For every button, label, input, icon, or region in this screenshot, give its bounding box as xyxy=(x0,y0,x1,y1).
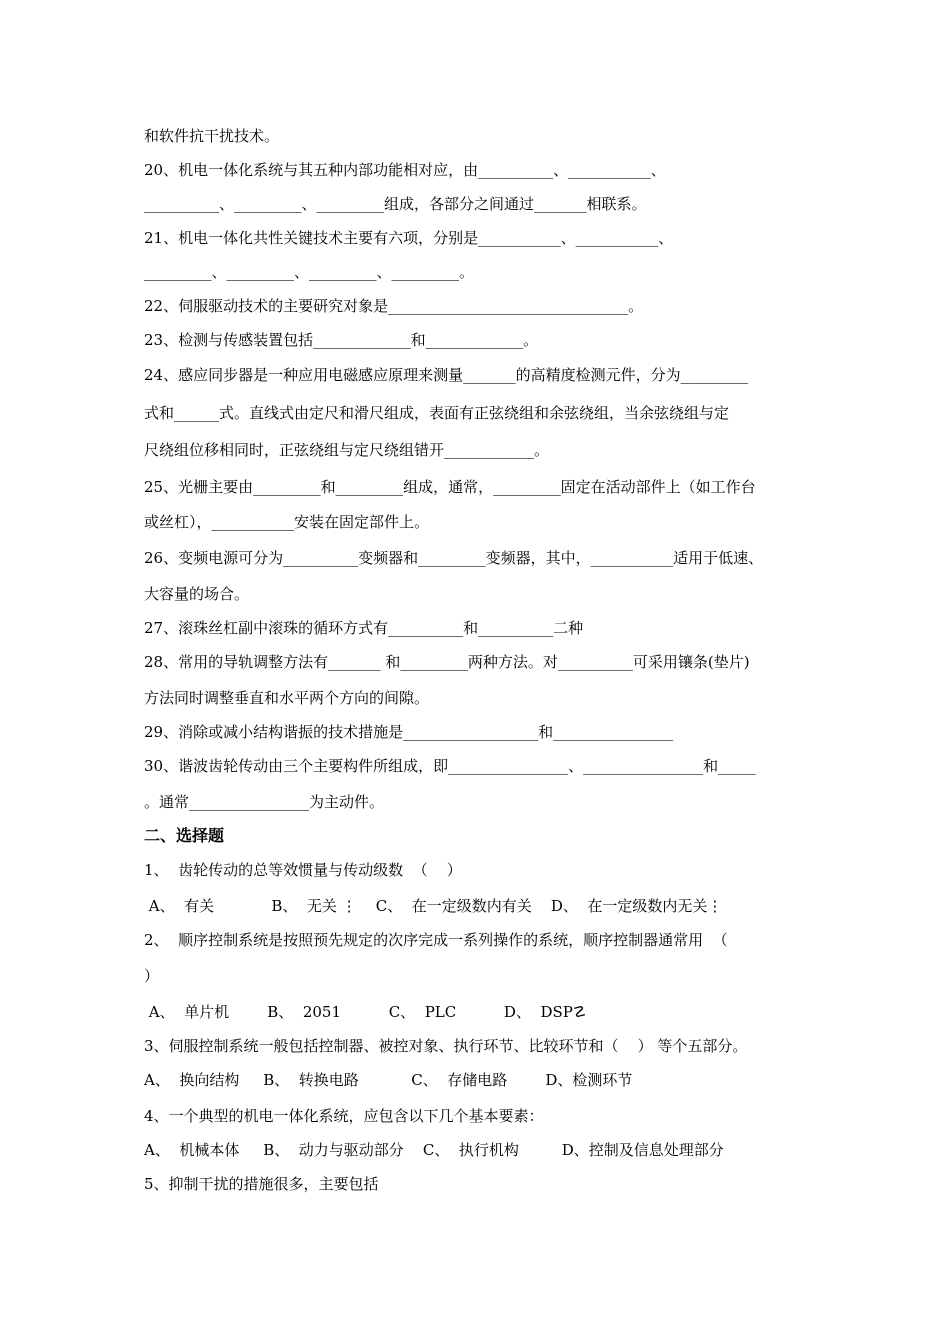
mc-question-5: 5、抑制干扰的措施很多，主要包括 xyxy=(144,1175,379,1193)
question-26-cont: 大容量的场合。 xyxy=(144,585,250,603)
question-28-cont: 方法同时调整垂直和水平两个方向的间隙。 xyxy=(144,689,430,707)
question-29: 29、消除或减小结构谐振的技术措施是__________________和________________ xyxy=(144,723,674,741)
mc-question-3-options: A、 换向结构 B、 转换电路 C、 存储电路 D、检测环节 xyxy=(144,1071,633,1089)
text-line-1: 和软件抗干扰技术。 xyxy=(144,127,280,145)
question-30: 30、谐波齿轮传动由三个主要构件所组成，即________________、________________和_____ xyxy=(144,757,756,775)
question-27: 27、滚珠丝杠副中滚珠的循环方式有__________和__________二种 xyxy=(144,619,584,637)
mc-question-4-options: A、 机械本体 B、 动力与驱动部分 C、 执行机构 D、控制及信息处理部分 xyxy=(144,1141,724,1159)
mc-question-4: 4、一个典型的机电一体化系统，应包含以下几个基本要素： xyxy=(144,1107,544,1125)
question-28: 28、常用的导轨调整方法有_______ 和_________两种方法。对__________可采用镶条(垫片) xyxy=(144,653,750,671)
question-25-cont: 或丝杠），___________安装在固定部件上。 xyxy=(144,513,430,531)
mc-question-1-options: A、 有关 B、 无关 ⋮ C、 在一定级数内有关 D、 在一定级数内无关⋮ xyxy=(144,897,723,915)
section-heading: 二、选择题 xyxy=(144,826,225,845)
mc-question-2: 2、 顺序控制系统是按照预先规定的次序完成一系列操作的系统，顺序控制器通常用 （ xyxy=(144,931,728,949)
question-24-cont-1: 式和______式。直线式由定尺和滑尺组成，表面有正弦绕组和余弦绕组，当余弦绕组与定 xyxy=(144,404,730,422)
question-26: 26、变频电源可分为__________变频器和_________变频器，其中，___________适用于低速、 xyxy=(144,549,764,567)
mc-question-1: 1、 齿轮传动的总等效惯量与传动级数 （ ） xyxy=(144,861,462,879)
question-24-cont-2: 尺绕组位移相同时，正弦绕组与定尺绕组错开____________。 xyxy=(144,441,550,459)
question-23: 23、检测与传感装置包括_____________和_____________。 xyxy=(144,331,539,349)
question-22: 22、伺服驱动技术的主要研究对象是________________________________。 xyxy=(144,297,644,315)
question-20-cont: __________、_________、_________组成，各部分之间通过_______相联系。 xyxy=(144,195,647,213)
question-21: 21、机电一体化共性关键技术主要有六项，分别是___________、___________、 xyxy=(144,229,674,247)
question-20: 20、机电一体化系统与其五种内部功能相对应，由__________、___________、 xyxy=(144,161,666,179)
question-25: 25、光栅主要由_________和_________组成，通常，_________固定在活动部件上（如工作台 xyxy=(144,478,756,496)
question-21-cont: _________、_________、_________、_________。 xyxy=(144,263,475,281)
question-24: 24、感应同步器是一种应用电磁感应原理来测量_______的高精度检测元件，分为_________ xyxy=(144,366,749,384)
question-30-cont: 。通常________________为主动件。 xyxy=(144,793,385,811)
mc-question-2-cont: ） xyxy=(144,967,160,985)
mc-question-3: 3、伺服控制系统一般包括控制器、被控对象、执行环节、比较环节和（ ） 等个五部分。 xyxy=(144,1037,748,1055)
mc-question-2-options: A、 单片机 B、 2051 C、 PLC D、 DSP☡ xyxy=(144,1003,587,1021)
